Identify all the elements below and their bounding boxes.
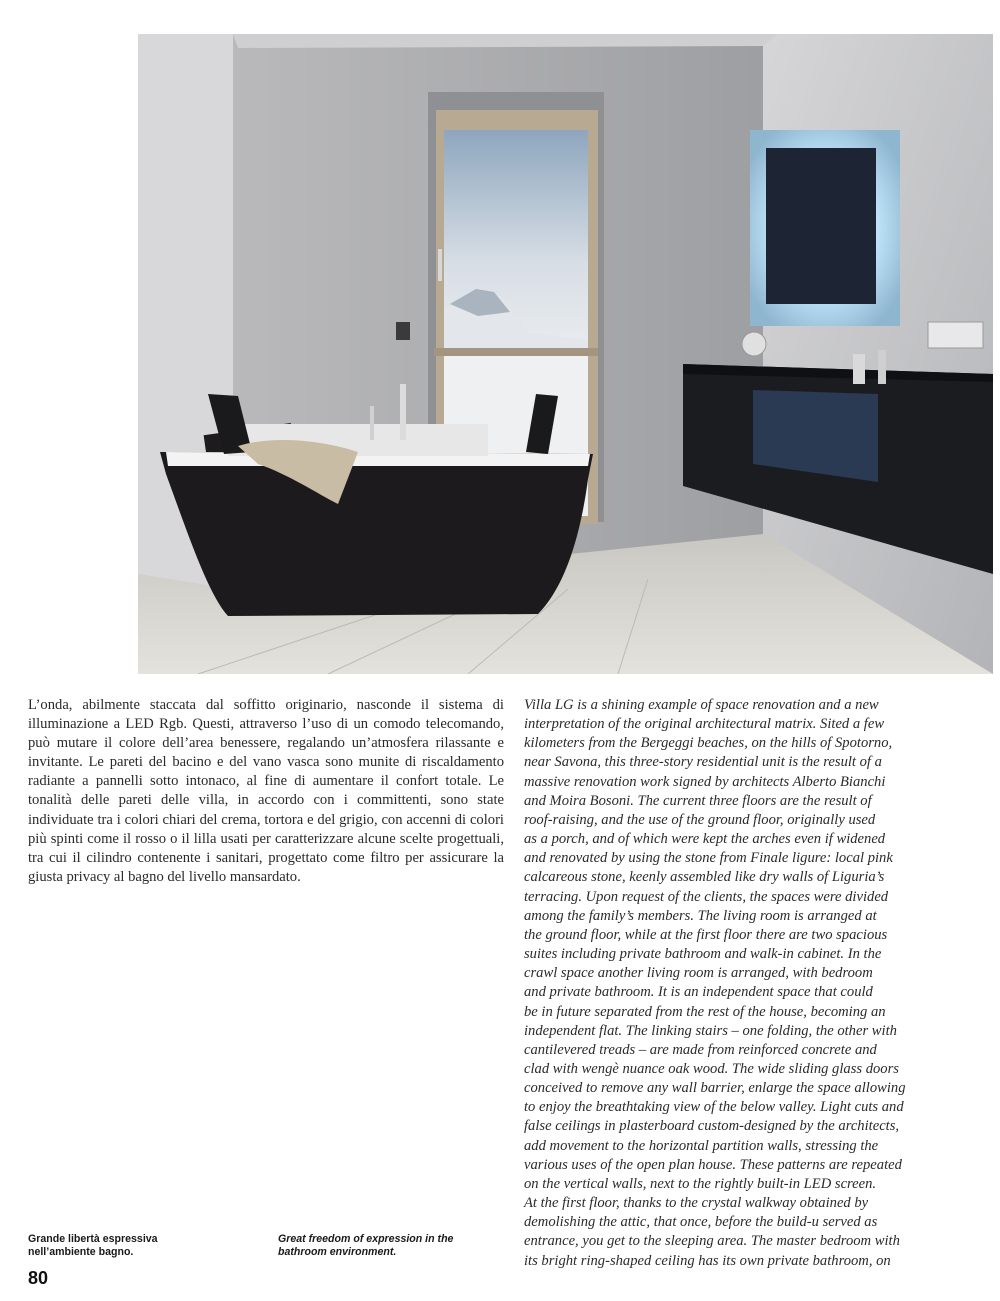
body-text-italian: L’onda, abilmente staccata dal soffitto originario, nasconde il sistema di illuminazione a LED Rgb. Questi, attraverso l’uso di un comodo telecomando, può mutare il colore dell’area benessere, regalando un’atmosfera rilassante e invitante. Le pareti del bacino e del vano vasca sono munite di riscaldamento radiante a pannelli sotto intonaco, al fine di aumentare il confort totale. Le tonalità delle pareti delle villa, in accordo con i committenti, sono state individuate tra i colori chiari del crema, tortora e del grigio, con accenni di colori più spinti come il rosso o il lilla usati per caratterizzare alcune scelte progettuali, tra cui il cilindro contenente i sanitari, progettato come filtro per assicurare la giusta privacy al bagno del livello mansardato. [28, 697, 504, 885]
caption-line: Great freedom of expression in the [278, 1233, 454, 1245]
body-en-line: kilometers from the Bergeggi beaches, on the hills of Spotorno, [524, 735, 893, 752]
body-en-line: roof-raising, and the use of the ground floor, originally used [524, 811, 876, 828]
body-en-line: the ground floor, while at the first floor there are two spacious [524, 926, 888, 943]
body-en-line: entrance, you get to the sleeping area. The master bedroom with [524, 1233, 900, 1250]
caption-italian [28, 1233, 248, 1259]
body-en-line: near Savona, this three-story residential unit is the result of a [524, 754, 882, 771]
caption-line: bathroom environment. [278, 1246, 397, 1258]
body-en-line: suites including private bathroom and walk-in cabinet. In the [524, 946, 882, 963]
body-text-english [524, 696, 994, 1271]
body-en-line: interpretation of the original architectural matrix. Sited a few [524, 716, 885, 733]
body-en-line: calcareous stone, keenly assembled like dry walls of Liguria’s [524, 869, 885, 886]
body-en-line: independent flat. The linking stairs – one folding, the other with [524, 1022, 897, 1039]
bathroom-photo [138, 34, 993, 674]
body-en-line: demolishing the attic, that once, before the build-u served as [524, 1214, 878, 1231]
body-en-line: conceived to remove any wall barrier, enlarge the space allowing [524, 1080, 906, 1097]
body-en-line: to enjoy the breathtaking view of the below valley. Light cuts and [524, 1099, 904, 1116]
body-en-line: terracing. Upon request of the clients, the spaces were divided [524, 888, 889, 905]
page-number: 80 [28, 1268, 49, 1288]
body-en-line: cantilevered treads – are made from reinforced concrete and [524, 1041, 877, 1058]
caption-line: nell’ambiente bagno. [28, 1246, 134, 1258]
body-en-line: At the first floor, thanks to the crystal walkway obtained by [524, 1195, 869, 1212]
body-en-line: and Moira Bosoni. The current three floors are the result of [524, 792, 872, 809]
body-en-line: massive renovation work signed by architects Alberto Bianchi [524, 773, 886, 790]
body-en-line: its bright ring-shaped ceiling has its own private bathroom, on [524, 1252, 891, 1269]
body-en-line: Villa LG is a shining example of space renovation and a new [524, 697, 879, 713]
body-en-line: crawl space another living room is arranged, with bedroom [524, 965, 873, 982]
body-en-line: among the family’s members. The living room is arranged at [524, 907, 877, 924]
body-en-line: on the vertical walls, next to the rightly built-in LED screen. [524, 1175, 877, 1192]
body-en-line: as a porch, and of which were kept the arches even if widened [524, 831, 886, 848]
body-en-line: add movement to the horizontal partition walls, stressing the [524, 1137, 879, 1154]
body-en-line: false ceilings in plasterboard custom-designed by the architects, [524, 1118, 900, 1135]
caption-line: Grande libertà espressiva [28, 1233, 158, 1245]
body-en-line: be in future separated from the rest of the house, becoming an [524, 1003, 886, 1020]
body-en-line: clad with wengè nuance oak wood. The wide sliding glass doors [524, 1060, 899, 1077]
body-en-line: and private bathroom. It is an independent space that could [524, 984, 873, 1001]
body-en-line: and renovated by using the stone from Finale ligure: local pink [524, 850, 893, 867]
caption-english [278, 1233, 498, 1259]
body-en-line: various uses of the open plan house. These patterns are repeated [524, 1156, 902, 1173]
